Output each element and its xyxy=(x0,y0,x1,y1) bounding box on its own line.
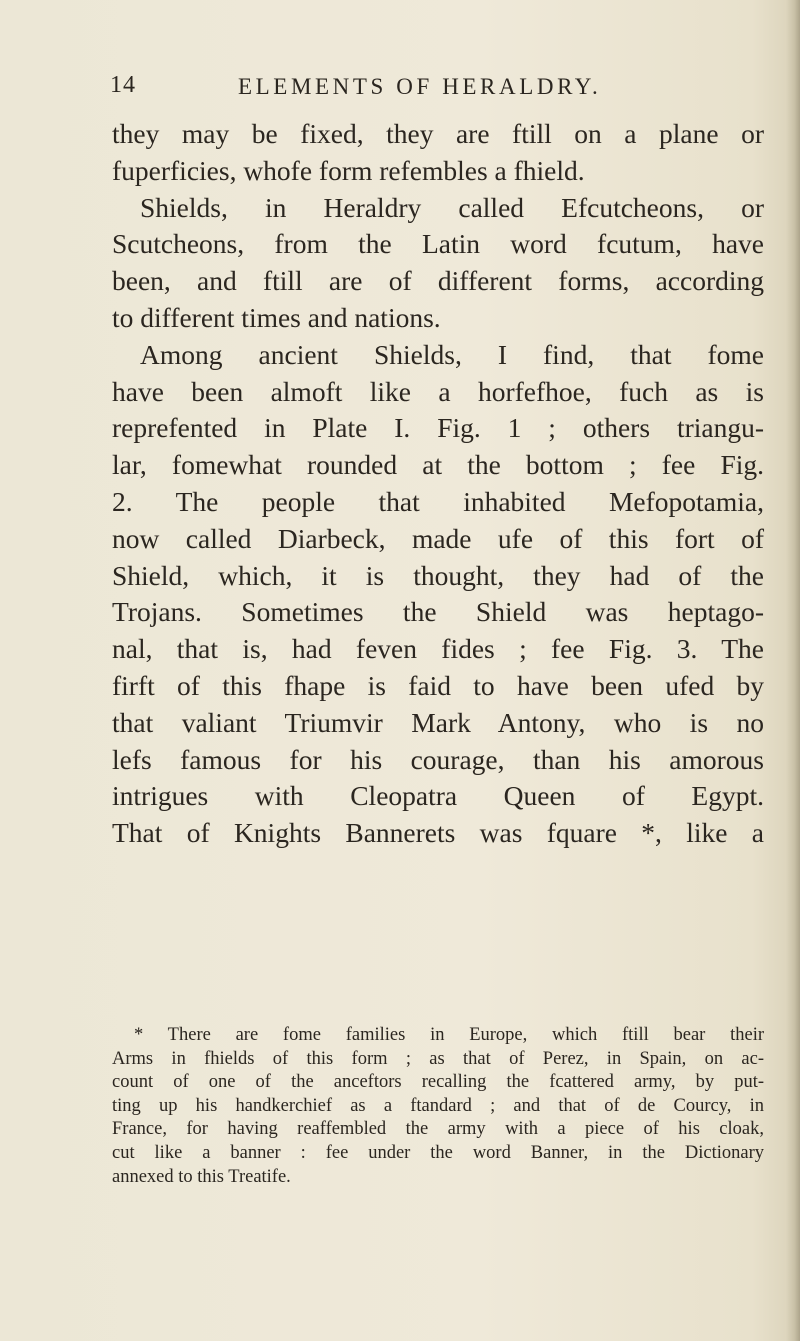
text-line: lefs famous for his courage, than his amorous xyxy=(112,743,764,775)
text-line: that valiant Triumvir Mark Antony, who is no xyxy=(112,706,764,738)
text-line: That of Knights Bannerets was fquare *, like a xyxy=(112,817,764,849)
text-line: reprefented in Plate I. Fig. 1 ; others triangu- xyxy=(112,412,764,444)
text-line: Trojans. Sometimes the Shield was heptago- xyxy=(112,596,764,628)
footnote-line: count of one of the anceftors recalling the fcattered army, by put- xyxy=(112,1072,764,1093)
text-line: nal, that is, had feven fides ; fee Fig. 3. The xyxy=(112,633,764,665)
text-line: have been almoft like a horfefhoe, fuch as is xyxy=(112,375,764,407)
page-header xyxy=(110,72,750,108)
footnote-line: * There are fome families in Europe, which ftill bear their xyxy=(134,1025,764,1045)
main-text xyxy=(112,116,764,852)
text-line: fuperficies, whofe form refembles a fhield. xyxy=(112,154,585,186)
text-line: Shield, which, it is thought, they had of the xyxy=(112,559,764,591)
footnote xyxy=(112,1024,764,1189)
page-number: 14 xyxy=(110,72,136,98)
text-line: to different times and nations. xyxy=(112,301,441,333)
page-edge-shadow xyxy=(786,0,800,1341)
footnote-line: France, for having reaffembled the army with a piece of his cloak, xyxy=(112,1119,764,1140)
text-line: they may be fixed, they are ftill on a plane or xyxy=(112,118,764,149)
text-line: 2. The people that inhabited Mefopotamia, xyxy=(112,485,764,517)
text-line: Among ancient Shields, I find, that fome xyxy=(140,338,764,370)
text-line: Shields, in Heraldry called Efcutcheons, or xyxy=(140,191,764,223)
running-title: ELEMENTS OF HERALDRY. xyxy=(238,74,602,99)
footnote-line: ting up his handkerchief as a ftandard ; and that of de Courcy, in xyxy=(112,1095,764,1116)
footnote-line: Arms in fhields of this form ; as that of Perez, in Spain, on ac- xyxy=(112,1048,764,1069)
footnote-line: cut like a banner : fee under the word Banner, in the Dictionary xyxy=(112,1142,764,1163)
footnote-line: annexed to this Treatife. xyxy=(112,1166,291,1187)
text-line: been, and ftill are of different forms, according xyxy=(112,265,764,297)
text-line: lar, fomewhat rounded at the bottom ; fee Fig. xyxy=(112,449,764,481)
text-line: intrigues with Cleopatra Queen of Egypt. xyxy=(112,780,764,812)
text-line: now called Diarbeck, made ufe of this fort of xyxy=(112,522,764,554)
text-line: Scutcheons, from the Latin word fcutum, have xyxy=(112,228,764,260)
text-line: firft of this fhape is faid to have been ufed by xyxy=(112,669,764,701)
